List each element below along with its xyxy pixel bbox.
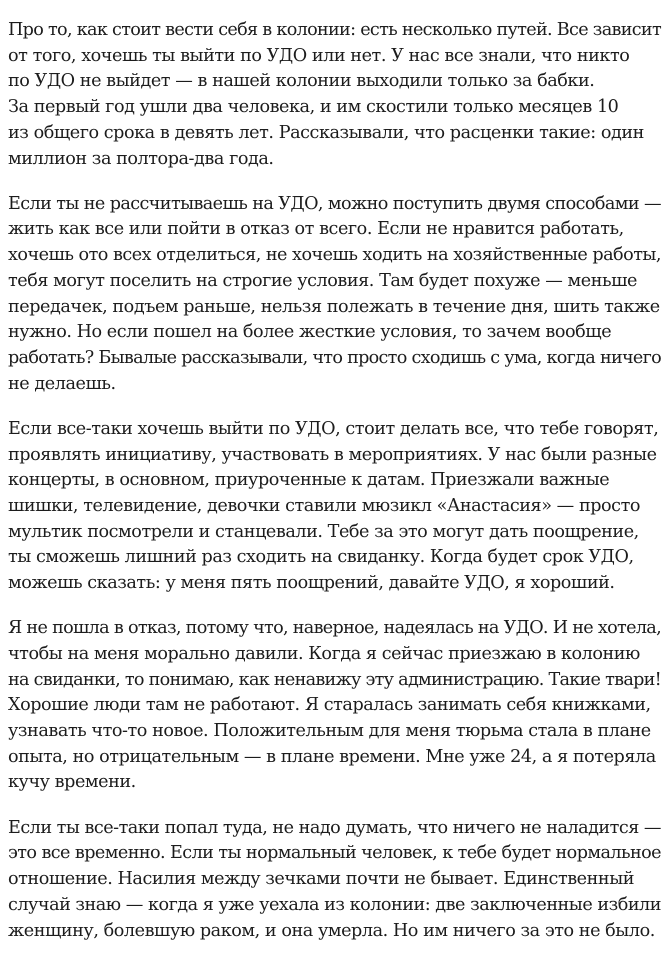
text-line: жить как все или пойти в отказ от всего. Если не нравится работать, <box>8 219 624 240</box>
text-line: это все временно. Если ты нормальный человек, к тебе будет нормальное <box>8 843 661 864</box>
paragraph <box>8 616 662 796</box>
text-line: хочешь ото всех отделиться, не хочешь ходить на хозяйственные работы, <box>8 245 661 266</box>
text-line: можешь сказать: у меня пять поощрений, давайте УДО, я хороший. <box>8 573 615 594</box>
article-body <box>8 18 662 964</box>
text-line: женщину, болевшую раком, и она умерла. Но им ничего за это не было. <box>8 920 655 941</box>
text-line: узнавать что-то новое. Положительным для меня тюрьма стала в плане <box>8 721 651 742</box>
paragraph <box>8 192 662 398</box>
text-line: передачек, подъем раньше, нельзя полежать в течение дня, шить также <box>8 296 660 317</box>
text-line: на свиданки, то понимаю, как ненавижу эту администрацию. Такие твари! <box>8 669 661 690</box>
text-line: опыта, но отрицательным — в плане времени. Мне уже 24, а я потеряла <box>8 746 656 767</box>
text-line: от того, хочешь ты выйти по УДО или нет. У нас все знали, что никто <box>8 45 630 66</box>
text-line: случай знаю — когда я уже уехала из колонии: две заключенные избили <box>8 894 661 915</box>
text-line: тебя могут поселить на строгие условия. Там будет похуже — меньше <box>8 270 637 291</box>
text-line: концерты, в основном, приуроченные к датам. Приезжали важные <box>8 470 610 491</box>
text-line: по УДО не выйдет — в нашей колонии выходили только за бабки. <box>8 71 595 92</box>
text-line: Хорошие люди там не работают. Я старалась занимать себя книжками, <box>8 695 651 716</box>
text-line: отношение. Насилия между зечками почти не бывает. Единственный <box>8 869 635 890</box>
text-line: Если ты не рассчитываешь на УДО, можно поступить двумя способами — <box>8 193 661 214</box>
text-line: из общего срока в девять лет. Рассказывали, что расценки такие: один <box>8 122 644 143</box>
text-line: кучу времени. <box>8 772 136 793</box>
paragraph <box>8 18 662 172</box>
text-line: Если ты все-таки попал туда, не надо думать, что ничего не наладится — <box>8 817 661 838</box>
text-line: За первый год ушли два человека, и им скостили только месяцев 10 <box>8 97 619 118</box>
text-line: мультик посмотрели и станцевали. Тебе за это могут дать поощрение, <box>8 521 639 542</box>
text-line: Я не пошла в отказ, потому что, наверное, надеялась на УДО. И не хотела, <box>8 618 661 639</box>
text-line: нужно. Но если пошел на более жесткие условия, то зачем вообще <box>8 322 612 343</box>
text-line: Про то, как стоит вести себя в колонии: есть несколько путей. Все зависит <box>8 20 661 40</box>
paragraph <box>8 417 662 597</box>
text-line: не делаешь. <box>8 373 116 394</box>
text-line: шишки, телевидение, девочки ставили мюзикл «Анастасия» — просто <box>8 495 640 516</box>
text-line: работать? Бывалые рассказывали, что просто сходишь с ума, когда ничего <box>8 347 661 368</box>
text-line: чтобы на меня морально давили. Когда я сейчас приезжаю в колонию <box>8 643 640 664</box>
text-line: миллион за полтора-два года. <box>8 148 274 169</box>
paragraph <box>8 816 662 945</box>
text-line: ты сможешь лишний раз сходить на свиданку. Когда будет срок УДО, <box>8 547 634 568</box>
text-line: проявлять инициативу, участвовать в мероприятиях. У нас были разные <box>8 444 657 465</box>
text-line: Если все-таки хочешь выйти по УДО, стоит делать все, что тебе говорят, <box>8 418 659 439</box>
